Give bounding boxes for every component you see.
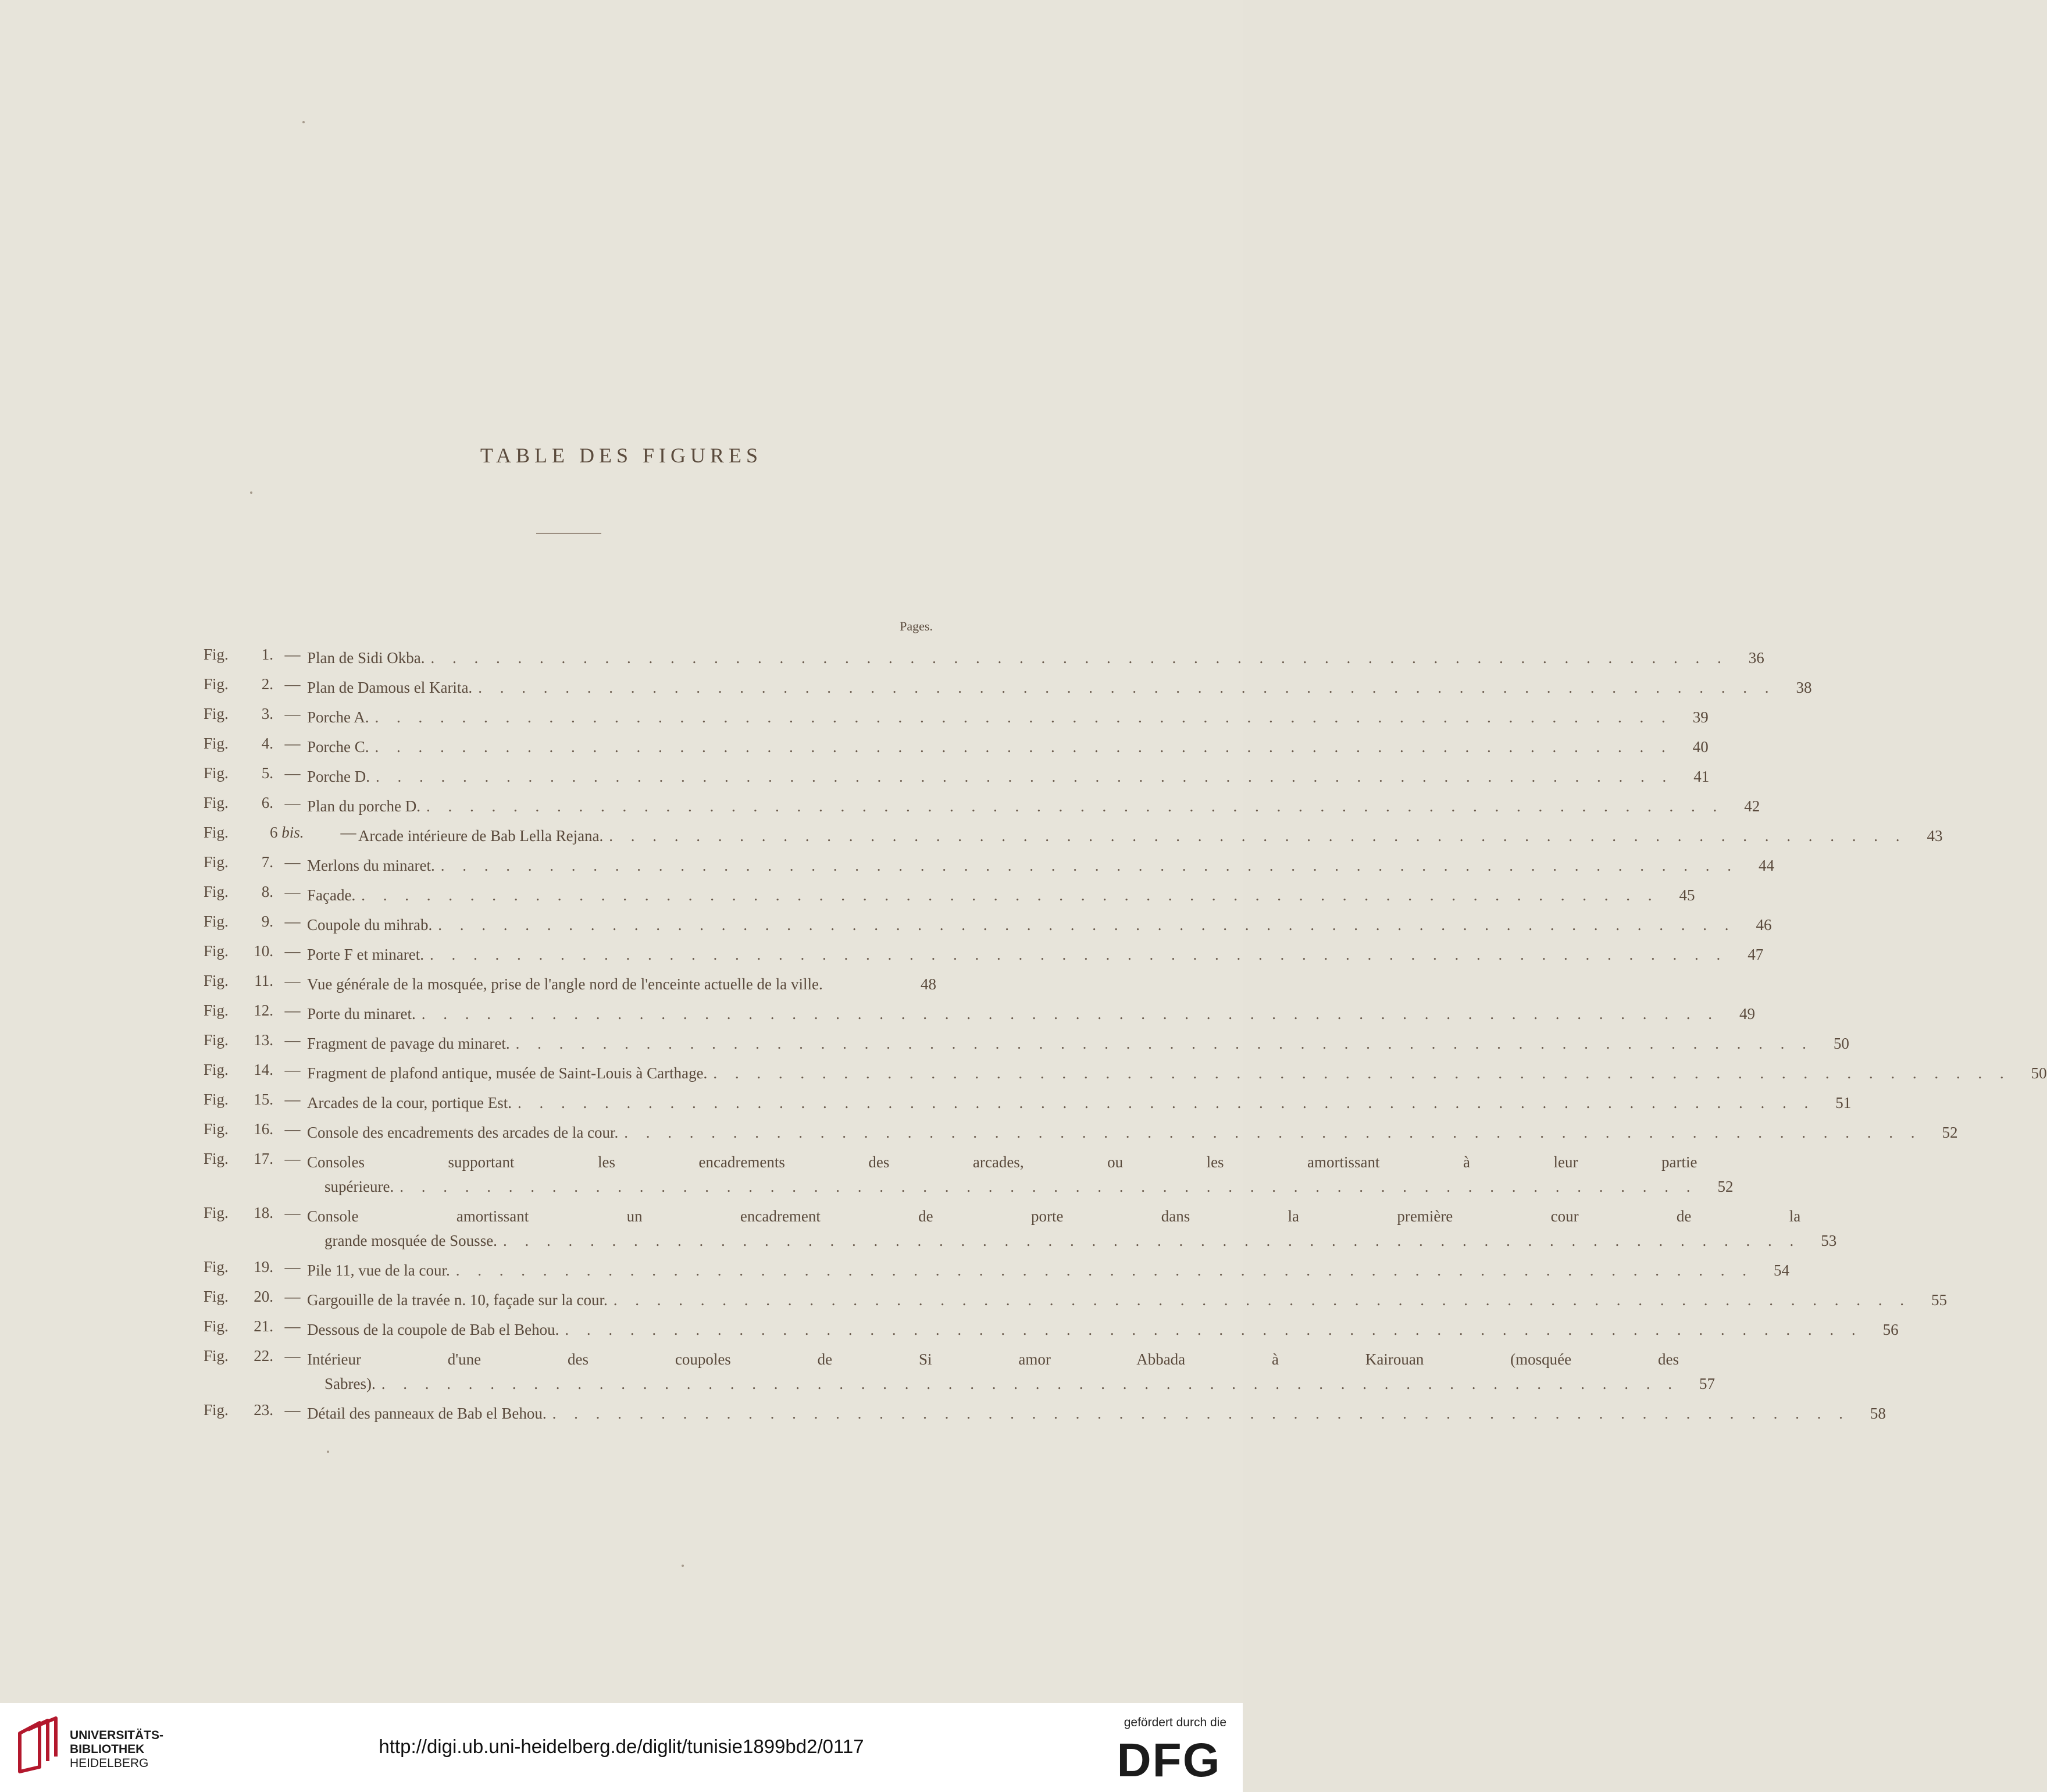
dot-leader — [559, 1317, 1862, 1342]
figure-entry — [204, 675, 1812, 700]
fig-number: 4. — [261, 735, 273, 752]
figure-entry — [204, 1258, 1789, 1282]
em-dash: — — [284, 1150, 301, 1167]
caption-line — [307, 1258, 1753, 1282]
fig-number: 14. — [254, 1061, 273, 1078]
caption-text: Dessous de la coupole de Bab el Behou. — [307, 1321, 559, 1338]
caption-line — [307, 705, 1672, 729]
figure-entry — [204, 1061, 2047, 1085]
page-number: 52 — [1717, 1178, 1734, 1195]
caption-line — [307, 972, 900, 996]
fig-label: Fig. — [204, 1204, 229, 1221]
dot-leader — [497, 1228, 1800, 1253]
fig-label: Fig. — [204, 1002, 229, 1019]
figure-entry — [204, 1002, 1755, 1026]
caption-line — [307, 1002, 1719, 1026]
title-rule — [536, 533, 601, 534]
fig-label: Fig. — [204, 942, 229, 960]
caption-line — [307, 675, 1775, 700]
caption-line — [307, 1031, 1813, 1056]
em-dash: — — [284, 705, 301, 722]
em-dash: — — [284, 1317, 301, 1335]
figure-entry — [204, 824, 1943, 848]
caption-text: Arcade intérieure de Bab Lella Rejana. — [358, 827, 604, 845]
entry-caption-block — [307, 942, 1734, 967]
dot-leader — [510, 1031, 1813, 1056]
em-dash: — — [284, 794, 301, 811]
paper-speck — [302, 121, 305, 123]
fig-number: 22. — [254, 1347, 273, 1365]
em-dash: — — [284, 764, 301, 782]
fig-number: 20. — [254, 1288, 273, 1305]
fig-number — [236, 824, 334, 842]
figure-entry — [204, 942, 1764, 967]
em-dash: — — [284, 675, 301, 693]
entry-caption-block — [307, 1204, 1807, 1253]
page-title: TABLE DES FIGURES — [480, 444, 763, 467]
em-dash: — — [284, 853, 301, 871]
figure-entry — [204, 1150, 1734, 1199]
fig-label: Fig. — [204, 1061, 229, 1078]
caption-text: Plan de Sidi Okba. — [307, 649, 425, 667]
em-dash: — — [284, 1061, 301, 1078]
figure-entry — [204, 1204, 1837, 1253]
fig-number: 1. — [261, 646, 273, 663]
caption-text: Arcades de la cour, portique Est. — [307, 1094, 512, 1111]
fig-number: 7. — [261, 853, 273, 871]
page-number: 50 — [2031, 1064, 2047, 1082]
figure-entry — [204, 1120, 1958, 1145]
paper-speck — [682, 1565, 684, 1567]
caption-text: Fragment de plafond antique, musée de Saint-Louis à Carthage. — [307, 1064, 708, 1082]
entry-caption-block — [307, 1401, 1857, 1426]
figure-entry — [204, 646, 1764, 670]
entry-caption-block — [307, 675, 1782, 700]
figure-entry — [204, 972, 936, 996]
fig-number: 8. — [261, 883, 273, 900]
entry-caption-block — [307, 1091, 1822, 1115]
caption-line — [307, 1401, 1850, 1426]
paper-speck — [327, 1451, 329, 1453]
caption-line — [307, 646, 1728, 670]
fig-number: 6. — [261, 794, 273, 811]
caption-text: Porte du minaret. — [307, 1005, 416, 1023]
dot-leader — [420, 794, 1724, 818]
caption-line — [307, 1288, 1911, 1312]
library-name-line: BIBLIOTHEK — [70, 1743, 145, 1756]
caption-text: Pile 11, vue de la cour. — [307, 1262, 450, 1279]
fig-number: 23. — [254, 1401, 273, 1419]
dot-leader — [435, 853, 1738, 878]
entry-caption-block — [307, 913, 1742, 937]
caption-text: Fragment de pavage du minaret. — [307, 1035, 510, 1052]
caption-text: Console des encadrements des arcades de la cour. — [307, 1124, 619, 1141]
figure-entry — [204, 764, 1710, 789]
page-number: 47 — [1748, 946, 1764, 963]
entry-caption-block — [307, 735, 1679, 759]
figure-entry — [204, 735, 1709, 759]
em-dash: — — [284, 942, 301, 960]
dot-leader — [472, 675, 1775, 700]
figure-entry — [204, 1031, 1849, 1056]
fig-label: Fig. — [204, 735, 229, 752]
page-number: 53 — [1821, 1232, 1837, 1249]
page-number: 38 — [1796, 679, 1812, 696]
fig-number: 10. — [254, 942, 273, 960]
fig-label: Fig. — [204, 794, 229, 811]
fig-label: Fig. — [204, 675, 229, 693]
em-dash: — — [284, 1204, 301, 1221]
fig-number-value: 6 — [270, 824, 278, 841]
caption-line — [307, 853, 1738, 878]
caption-text: Détail des panneaux de Bab el Behou. — [307, 1405, 547, 1422]
page-number: 55 — [1931, 1291, 1948, 1309]
fig-label: Fig. — [204, 1347, 229, 1365]
dot-leader — [369, 705, 1672, 729]
entry-caption-block — [307, 705, 1679, 729]
page-number: 40 — [1692, 738, 1709, 756]
fig-number: 5. — [261, 764, 273, 782]
entry-caption-block — [307, 1002, 1726, 1026]
page-number: 42 — [1744, 797, 1760, 815]
dfg-logo-icon — [1111, 1734, 1226, 1787]
dot-leader — [376, 1371, 1679, 1396]
entry-caption-block — [358, 824, 1914, 848]
caption-text: Porte F et minaret. — [307, 946, 424, 963]
caption-line — [307, 1228, 1800, 1253]
page-number: 43 — [1927, 827, 1943, 845]
fig-label: Fig. — [204, 883, 229, 900]
fig-label: Fig. — [204, 1258, 229, 1276]
caption-text: Porche D. — [307, 768, 370, 785]
figure-entry — [204, 1317, 1899, 1342]
entry-caption-block — [307, 764, 1680, 789]
em-dash: — — [284, 1091, 301, 1108]
dot-leader — [369, 735, 1672, 759]
page-number: 44 — [1758, 857, 1774, 874]
figure-entry — [204, 1401, 1886, 1426]
em-dash: — — [284, 1258, 301, 1276]
fig-label: Fig. — [204, 1031, 229, 1049]
paper-speck — [250, 491, 252, 494]
figure-entry — [204, 883, 1695, 907]
caption-line — [307, 1371, 1679, 1396]
em-dash: — — [284, 1288, 301, 1305]
entry-caption-block — [307, 972, 907, 996]
page-number: 51 — [1835, 1094, 1852, 1111]
fig-number: 15. — [254, 1091, 273, 1108]
caption-line — [358, 824, 1907, 848]
page-number: 45 — [1679, 886, 1695, 904]
fig-number: 9. — [261, 913, 273, 930]
figure-entry — [204, 853, 1774, 878]
page-number: 54 — [1773, 1262, 1789, 1279]
caption-line — [307, 1120, 1922, 1145]
page-number: 48 — [921, 975, 936, 993]
em-dash: — — [284, 1120, 301, 1138]
caption-text: Sabres). — [324, 1375, 376, 1392]
fig-label: Fig. — [204, 1120, 229, 1138]
fig-number: 17. — [254, 1150, 273, 1167]
fig-label: Fig. — [204, 1150, 229, 1167]
fig-number-bis: bis. — [281, 824, 304, 841]
page-number: 46 — [1756, 916, 1772, 934]
fig-label: Fig. — [204, 1091, 229, 1108]
page-number: 41 — [1693, 768, 1710, 785]
figure-entry — [204, 1347, 1715, 1396]
dfg-logo-text: DFG — [1117, 1734, 1221, 1787]
fig-number: 2. — [261, 675, 273, 693]
caption-text: Plan du porche D. — [307, 797, 420, 815]
dot-leader — [394, 1174, 1697, 1199]
pages-column-label: Pages. — [900, 619, 933, 633]
entry-caption-block — [307, 646, 1735, 670]
page-number: 49 — [1739, 1005, 1755, 1023]
fig-number: 11. — [254, 972, 273, 989]
fig-label: Fig. — [204, 1401, 229, 1419]
caption-text: Porche A. — [307, 708, 369, 726]
fig-number: 16. — [254, 1120, 273, 1138]
em-dash: — — [284, 735, 301, 752]
caption-line — [307, 1061, 2011, 1085]
em-dash: — — [284, 1401, 301, 1419]
entry-caption-block — [307, 883, 1666, 907]
page-number: 58 — [1870, 1405, 1886, 1422]
fig-label: Fig. — [204, 853, 229, 871]
caption-line — [307, 1204, 1800, 1228]
caption-text: Plan de Damous el Karita. — [307, 679, 473, 696]
page-number: 57 — [1699, 1375, 1715, 1392]
dot-leader — [512, 1091, 1815, 1115]
em-dash: — — [284, 913, 301, 930]
figure-entry — [204, 1288, 1948, 1312]
caption-line — [307, 883, 1659, 907]
entry-caption-block — [307, 1317, 1870, 1342]
entry-caption-block — [307, 1288, 1918, 1312]
entry-caption-block — [307, 794, 1731, 818]
fig-number: 12. — [254, 1002, 273, 1019]
dot-leader — [608, 1288, 1911, 1312]
fig-label: Fig. — [204, 1317, 229, 1335]
fig-number: 3. — [261, 705, 273, 722]
entry-caption-block — [307, 1120, 1929, 1145]
dot-leader — [355, 883, 1659, 907]
caption-line — [307, 735, 1672, 759]
fig-label: Fig. — [204, 705, 229, 722]
caption-line — [307, 1091, 1815, 1115]
fig-label: Fig. — [204, 646, 229, 663]
figure-entry — [204, 705, 1709, 729]
caption-text: Coupole du mihrab. — [307, 916, 433, 934]
caption-line — [307, 764, 1673, 789]
caption-text: Gargouille de la travée n. 10, façade sur la cour. — [307, 1291, 608, 1309]
caption-text: supérieure. — [324, 1178, 394, 1195]
caption-text: grande mosquée de Sousse. — [324, 1232, 497, 1249]
caption-line — [307, 1347, 1679, 1371]
dot-leader — [707, 1061, 2010, 1085]
em-dash: — — [340, 824, 356, 841]
caption-text: Merlons du minaret. — [307, 857, 435, 874]
dot-leader — [432, 913, 1735, 937]
fig-number: 18. — [254, 1204, 273, 1221]
dot-leader — [547, 1401, 1850, 1426]
fig-label: Fig. — [204, 824, 229, 841]
caption-text: Intérieur d'une des coupoles de Si amor Abbada à Kairouan (mosquée des — [307, 1351, 1679, 1368]
figure-entry — [204, 913, 1772, 937]
caption-text: Consoles supportant les encadrements des arcades, ou les amortissant à leur partie — [307, 1153, 1697, 1171]
figure-entry — [204, 1091, 1852, 1115]
figure-list — [204, 646, 2047, 1431]
em-dash: — — [284, 883, 301, 900]
dot-leader — [603, 824, 1906, 848]
fig-label: Fig. — [204, 1288, 229, 1305]
dot-leader — [425, 646, 1728, 670]
em-dash: — — [284, 1031, 301, 1049]
caption-text: Vue générale de la mosquée, prise de l'angle nord de l'enceinte actuelle de la ville. — [307, 975, 823, 993]
footer-bar — [0, 1703, 1243, 1792]
page-number: 36 — [1748, 649, 1764, 667]
page-number: 50 — [1833, 1035, 1849, 1052]
caption-line — [307, 794, 1724, 818]
dot-leader — [618, 1120, 1921, 1145]
document-url-link[interactable]: http://digi.ub.uni-heidelberg.de/diglit/tunisie1899bd2/0117 — [379, 1736, 864, 1757]
page-number: 39 — [1692, 708, 1709, 726]
sponsor-caption: gefördert durch die — [1124, 1716, 1226, 1729]
entry-caption-block — [307, 1258, 1760, 1282]
entry-caption-block — [307, 1150, 1704, 1199]
library-name-line: UNIVERSITÄTS- — [70, 1729, 164, 1742]
em-dash: — — [284, 1002, 301, 1019]
fig-label: Fig. — [204, 764, 229, 782]
caption-text: Porche C. — [307, 738, 369, 756]
fig-number: 13. — [254, 1031, 273, 1049]
dot-leader — [450, 1258, 1753, 1282]
fig-label: Fig. — [204, 913, 229, 930]
caption-line — [307, 1317, 1863, 1342]
dot-leader — [370, 764, 1673, 789]
em-dash: — — [284, 972, 301, 989]
entry-caption-block — [307, 853, 1745, 878]
em-dash: — — [284, 1347, 301, 1365]
library-name-line: HEIDELBERG — [70, 1757, 149, 1770]
caption-text: Console amortissant un encadrement de porte dans la première cour de la — [307, 1207, 1801, 1225]
dot-leader — [424, 942, 1727, 967]
caption-line — [307, 1150, 1697, 1174]
fig-number: 19. — [254, 1258, 273, 1276]
page-number: 56 — [1882, 1321, 1899, 1338]
fig-label: Fig. — [204, 972, 229, 989]
em-dash: — — [284, 646, 301, 663]
entry-caption-block — [307, 1347, 1686, 1396]
fig-number: 21. — [254, 1317, 273, 1335]
dot-leader — [416, 1002, 1719, 1026]
caption-line — [307, 942, 1727, 967]
page-number: 52 — [1942, 1124, 1958, 1141]
caption-line — [307, 1174, 1697, 1199]
entry-caption-block — [307, 1061, 2018, 1085]
caption-line — [307, 913, 1735, 937]
entry-caption-block — [307, 1031, 1820, 1056]
figure-entry — [204, 794, 1760, 818]
caption-text: Façade. — [307, 886, 356, 904]
